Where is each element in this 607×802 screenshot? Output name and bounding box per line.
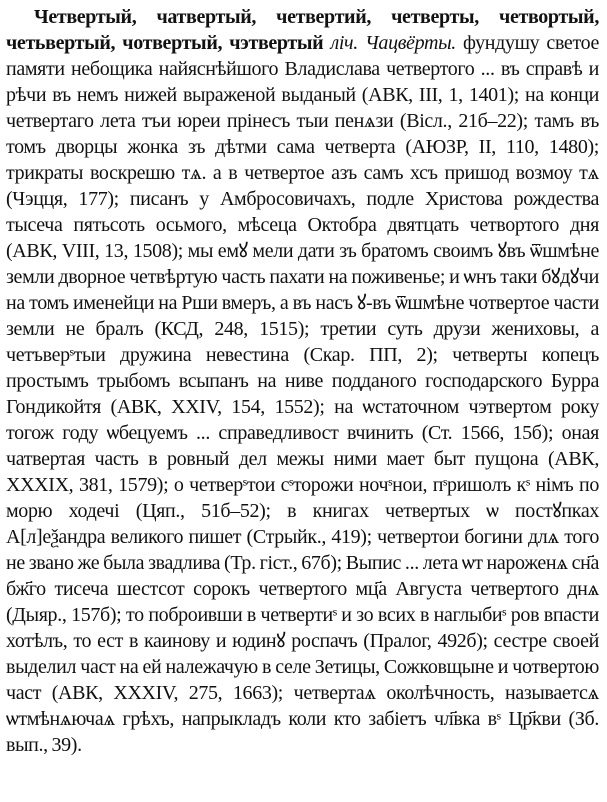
dictionary-entry	[6, 4, 599, 758]
entry-variant: Чацвёрты.	[365, 32, 456, 54]
language-label: лiч.	[330, 32, 358, 54]
entry-body: фундушу светое памяти небощика найяснѣйшого Владислава четвертого ... въ справѣ и рѣчи въ немъ нижей выраженой выданый (АВК, III, 1, 1401); на конци четвертаго лета тъи юреи прiнесъ тыи пенѧзи (Вiсл., 21б–22); тамъ въ томъ дворцы жонка зъ дѣтми сама четверта (АЮЗР, II, 110, 1480); трикраты воскрешю тѧ. а в четвертое азъ самъ хсъ пришод возмоу тѧ (Чэцця, 177); писанъ у Амбросовичахъ, подле Христова рождества тысеча пятьсоть осьмого, мѣсеца Октобра двятцать четвортого дня (АВК, VIII, 13, 1508); мы емꙋ мели дати зъ братомъ своимъ ꙋвъ ѿшмѣне земли дворное четвѣртую часть пахати на поживенье; и ѡнъ таки бꙋдꙋчи на томъ именейци на Рши вмеръ, а въ насъ ꙋ-въ ѿшмѣне чотвертое части земли не бралъ (КСД, 248, 1515); третии суть друзи жениховы, а четъверˢтыи дружина невестина (Скар. ПП, 2); четверты копецъ простымъ трыбомъ всыпанъ на ниве подданого господарского Бурра Гондикойтя (АВК, XXIV, 154, 1552); на ѡстаточном чэтвертом року тогож году ѡбецуемъ ... справедливост вчинить (Ст. 1566, 15б); оная чатвертая часть в ровный дел межы ними мает быт пущона (АВК, XXXIX, 381, 1579); о четверˢтои сˢторожи ночˢнои, пˢришолъ кˢ нiмъ по морю ходечi (Цяп., 51б–52); в книгах четвертых ѡ постꙋпках А[л]еѯандра великого пишет (Стрыйк., 419); четвертои богини длѧ того не звано же была звадлива (Тр. гiст., 67б); Выпис ... лета ѡт нароженѧ сн҃а бж҃го тисеча шестсот сорокъ четвертого мц҃а Августа четвертого днѧ (Дыяр., 157б); то поброивши в четвертиˢ и зо всих в наглыбиˢ ров впасти хотѣлъ, то ест в каинову и юдинꙋ роспачъ (Пралог, 492б); сестре своей выделил част на ей належачую в селе Зетицы, Сожковщыне и чотвертою част (АВК, XXXIV, 275, 1663); четвертаѧ околѣчность, называетсѧ ѡтмѣнѧючаѧ грѣхъ, напрыкладъ коли кто забiетъ чл҃вка вˢ Цр҃кви (Зб. вып., 39).	[6, 32, 599, 756]
entry-headword: Четвертый, чатвертый, четвертий, четверты, четвортый, четьвертый, чотвертый, чэтвертый	[6, 6, 599, 54]
